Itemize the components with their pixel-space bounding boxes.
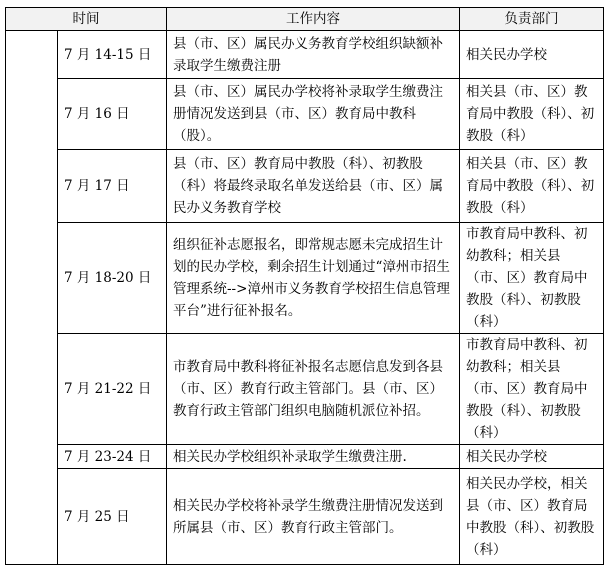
header-content: 工作内容 [167, 8, 460, 31]
dept-cell: 相关民办学校 [460, 445, 604, 469]
content-cell: 县（市、区）教育局中教股（科）、初教股（科）将最终录取名单发送给县（市、区）属民办义务教育学校 [167, 150, 460, 223]
content-cell: 组织征补志愿报名，即常规志愿未完成招生计划的民办学校，剩余招生计划通过“漳州市招生管理系统-->漳州市义务教育学校招生信息管理平台”进行征补报名。 [167, 223, 460, 334]
header-dept: 负责部门 [460, 8, 604, 31]
table-row [6, 334, 604, 445]
table-row [6, 31, 604, 79]
dept-cell: 相关民办学校 [460, 31, 604, 79]
header-row [6, 8, 604, 31]
content-cell: 县（市、区）属民办义务教育学校组织缺额补录取学生缴费注册 [167, 31, 460, 79]
date-cell: 7 月 16 日 [58, 79, 167, 150]
dept-cell: 相关县（市、区）教育局中教股（科）、初教股（科） [460, 150, 604, 223]
date-cell: 7 月 25 日 [58, 469, 167, 565]
table-row [6, 223, 604, 334]
table-row [6, 469, 604, 565]
dept-cell: 市教育局中教科、初幼教科；相关县（市、区）教育局中教股（科）、初教股（科） [460, 223, 604, 334]
content-cell: 相关民办学校将补录学生缴费注册情况发送到所属县（市、区）教育行政主管部门。 [167, 469, 460, 565]
dept-cell: 相关民办学校，相关县（市、区）教育局中教股（科）、初教股（科） [460, 469, 604, 565]
date-cell: 7 月 18-20 日 [58, 223, 167, 334]
table-row [6, 150, 604, 223]
header-time: 时间 [6, 8, 167, 31]
content-cell: 市教育局中教科将征补报名志愿信息发到各县（市、区）教育行政主管部门。县（市、区）教育行政主管部门组织电脑随机派位补招。 [167, 334, 460, 445]
dept-cell: 市教育局中教科、初幼教科；相关县（市、区）教育局中教股（科）、初教股（科） [460, 334, 604, 445]
content-cell: 相关民办学校组织补录取学生缴费注册. [167, 445, 460, 469]
date-cell: 7 月 23-24 日 [58, 445, 167, 469]
schedule-table [5, 7, 604, 565]
table-row [6, 79, 604, 150]
date-cell: 7 月 14-15 日 [58, 31, 167, 79]
table-row [6, 445, 604, 469]
date-cell: 7 月 17 日 [58, 150, 167, 223]
phase-cell [6, 31, 58, 565]
content-cell: 县（市、区）属民办学校将补录取学生缴费注册情况发送到县（市、区）教育局中教科（股）。 [167, 79, 460, 150]
date-cell: 7 月 21-22 日 [58, 334, 167, 445]
dept-cell: 相关县（市、区）教育局中教股（科）、初教股（科） [460, 79, 604, 150]
